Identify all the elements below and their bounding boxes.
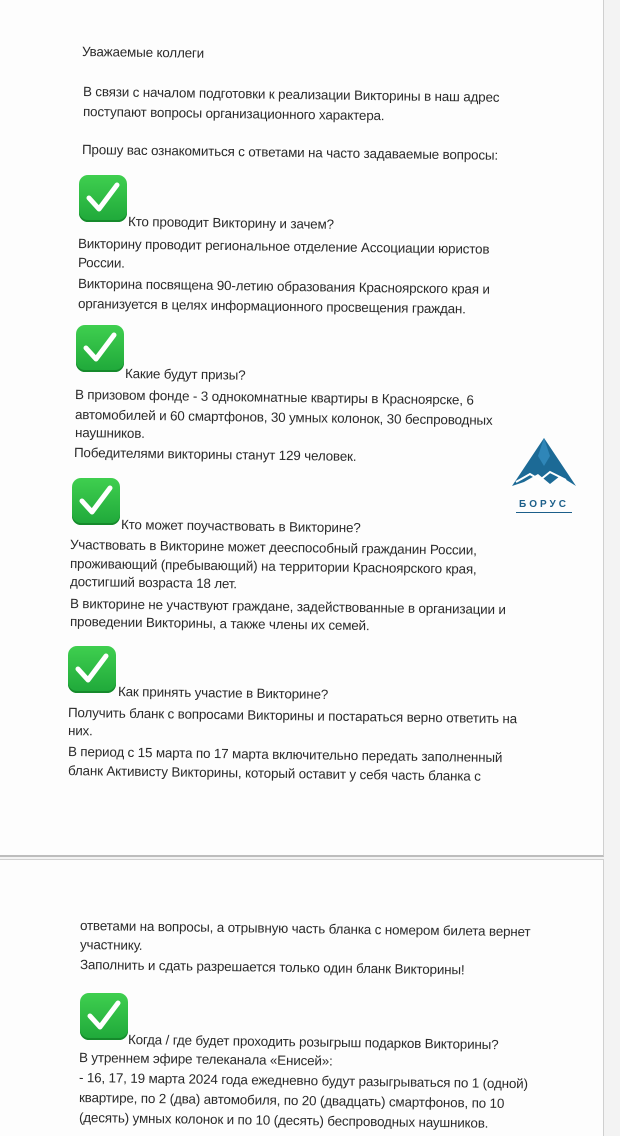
faq-answer-line: проживающий (пребывающий) на территории Красноярского края,	[69, 556, 477, 577]
green-checkmark-icon	[79, 175, 127, 222]
green-checkmark-icon	[72, 478, 120, 525]
faq-answer-line: автомобилей и 60 смартфонов, 30 умных колонок, 30 беспроводных	[74, 407, 493, 428]
faq-answer-line: В викторине не участвуют граждане, задействованные в организации и	[69, 596, 506, 618]
faq-answer-line: Участвовать в Викторине может дееспособный гражданин России,	[69, 537, 477, 558]
lead-text: Прошу вас ознакомиться с ответами на часто задаваемые вопросы:	[81, 142, 499, 163]
faq-answer-line: участнику.	[79, 937, 143, 953]
faq-question: Какие будут призы?	[124, 366, 246, 383]
faq-answer-line: ответами на вопросы, а отрывную часть бланка с номером билета вернет	[79, 918, 531, 940]
green-checkmark-icon	[80, 993, 128, 1040]
logo-text: БОРУС	[519, 499, 569, 510]
faq-question: Кто может поучаствовать в Викторине?	[120, 517, 361, 536]
faq-answer-line: В утреннем эфире телеканала «Енисей»:	[78, 1050, 333, 1069]
faq-answer-line: бланк Активисту Викторины, который оставит у себя часть бланка с	[67, 763, 481, 784]
faq-answer-line: Получить бланк с вопросами Викторины и постараться верно ответить на	[67, 705, 518, 727]
faq-answer-line: В призовом фонде - 3 однокомнатные квартиры в Красноярске, 6	[74, 387, 474, 408]
green-checkmark-icon	[76, 325, 124, 372]
faq-answer-line: Викторину проводит региональное отделение Ассоциации юристов	[77, 236, 490, 257]
faq-question: Когда / где будет проходить розыгрыш подарков Викторины?	[127, 1032, 499, 1053]
faq-answer-line: Викторина посвящена 90-летию образования Красноярского края и	[77, 276, 490, 297]
green-checkmark-icon	[68, 646, 116, 693]
borus-logo	[510, 436, 578, 513]
intro-line: поступают вопросы организационного характера.	[82, 104, 385, 124]
faq-question: Как принять участие в Викторине?	[117, 684, 329, 702]
faq-answer-line: Заполнить и сдать разрешается только один бланк Викторины!	[79, 957, 465, 978]
faq-answer-line: них.	[67, 723, 93, 739]
faq-answer-line: достигший возраста 18 лет.	[69, 574, 238, 592]
faq-answer-line: квартире, по 2 (два) автомобиля, по 20 (двадцать) смартфонов, по 10	[78, 1090, 505, 1111]
faq-answer-line: организуется в целях информационного просвещения граждан.	[77, 296, 466, 317]
faq-answer-line: В период с 15 марта по 17 марта включительно передать заполненный	[67, 744, 503, 766]
faq-answer-line: (десять) умных колонок и по 10 (десять) беспроводных наушников.	[78, 1110, 489, 1131]
faq-answer-line: Победителями викторины станут 129 человек.	[73, 445, 357, 464]
faq-answer-line: - 16, 17, 19 марта 2024 года ежедневно будут разыгрываться по 1 (одной)	[78, 1070, 528, 1092]
mountain-logo-icon	[510, 436, 578, 492]
faq-answer-line: наушников.	[74, 425, 145, 441]
faq-answer-line: проведении Викторины, а также члены их семей.	[69, 614, 370, 634]
faq-answer-line: России.	[77, 255, 125, 271]
greeting: Уважаемые коллеги	[81, 44, 205, 61]
intro-line: В связи с началом подготовки к реализации Викторины в наш адрес	[82, 84, 500, 105]
faq-question: Кто проводит Викторину и зачем?	[127, 214, 334, 232]
